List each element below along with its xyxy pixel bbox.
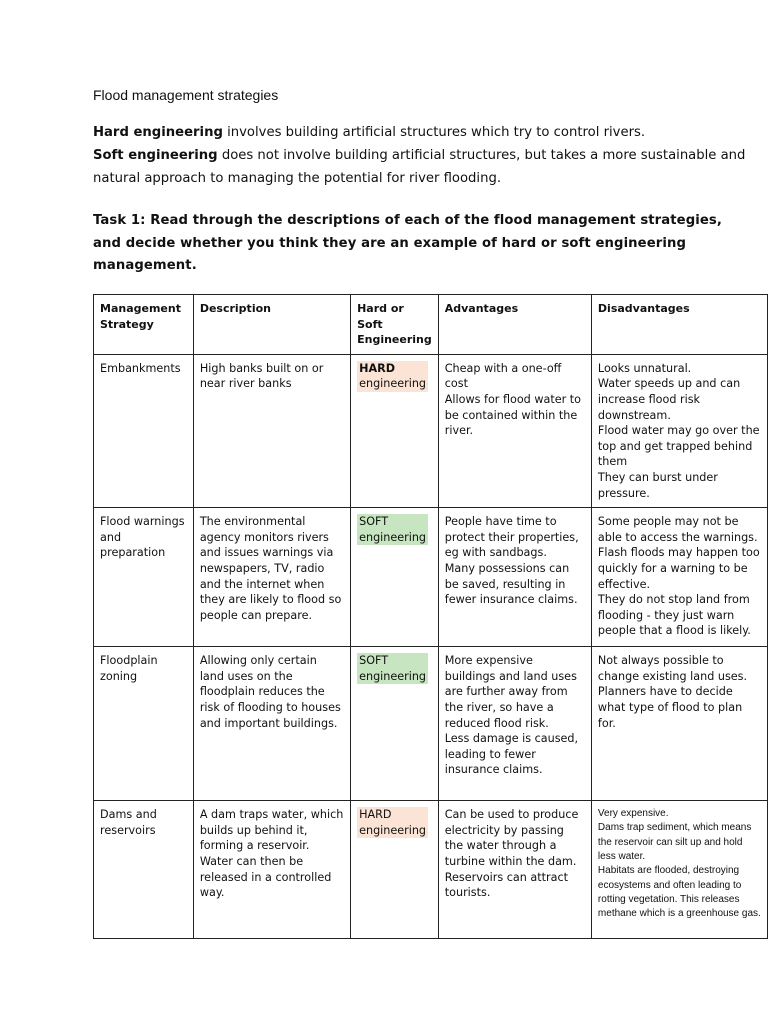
- header-disadvantages: Disadvantages: [591, 295, 767, 355]
- type-cell: [351, 354, 439, 507]
- advantage-item: Reservoirs can attract tourists.: [444, 870, 569, 900]
- disadvantage-item: Very expensive.: [597, 808, 669, 820]
- disadvantage-item: Looks unnatural.: [597, 361, 692, 375]
- description-cell: A dam traps water, which builds up behind it, forming a reservoir. Water can then be released in a controlled way.: [193, 801, 350, 939]
- engineering-type-tag: [357, 361, 428, 392]
- description-cell: Allowing only certain land uses on the floodplain reduces the risk of flooding to houses and important buildings.: [193, 647, 350, 801]
- disadvantage-item: Water speeds up and can increase flood risk downstream.: [597, 377, 741, 422]
- intro-paragraph: [93, 121, 753, 190]
- engineering-type-tag: [357, 653, 428, 684]
- header-advantages: Advantages: [438, 295, 591, 355]
- type-suffix: engineering: [359, 823, 427, 837]
- advantages-cell: [438, 354, 591, 507]
- disadvantages-cell: [591, 354, 767, 507]
- flood-strategies-table: [93, 294, 768, 939]
- disadvantage-item: Flood water may go over the top and get trapped behind them: [597, 424, 760, 469]
- strategy-cell: Embankments: [94, 354, 194, 507]
- type-label: SOFT: [359, 515, 389, 529]
- soft-engineering-definition: does not involve building artificial structures, but takes a more sustainable and natural approach to managing the potential for river flooding.: [93, 148, 746, 186]
- strategy-cell: Floodplain zoning: [94, 647, 194, 801]
- soft-engineering-term: Soft engineering: [93, 148, 218, 163]
- strategy-cell: Flood warnings and preparation: [94, 508, 194, 647]
- disadvantage-item: Habitats are flooded, destroying ecosystems and often leading to rotting vegetation. This releases methane which is a greenhouse gas.: [597, 865, 761, 920]
- header-description: Description: [193, 295, 350, 355]
- disadvantage-item: They do not stop land from flooding - they just warn people that a flood is likely.: [597, 593, 751, 638]
- advantage-item: Many possessions can be saved, resulting in fewer insurance claims.: [444, 561, 578, 607]
- advantages-cell: [438, 508, 591, 647]
- disadvantage-item: Dams trap sediment, which means the reservoir can silt up and hold less water.: [597, 822, 752, 863]
- hard-engineering-term: Hard engineering: [93, 125, 223, 140]
- type-label: HARD: [359, 808, 392, 822]
- task-instructions: Task 1: Read through the descriptions of each of the flood management strategies, and decide whether you think they are an example of hard or soft engineering management.: [93, 213, 722, 273]
- header-type: Hard or Soft Engineering: [351, 295, 439, 355]
- table-row: [94, 647, 768, 801]
- disadvantage-item: Not always possible to change existing land uses. Planners have to decide what type of flood to plan for.: [597, 654, 748, 730]
- disadvantage-item: They can burst under pressure.: [597, 470, 718, 500]
- disadvantage-item: Flash floods may happen too quickly for a warning to be effective.: [597, 546, 760, 591]
- advantage-item: People have time to protect their properties, eg with sandbags.: [444, 515, 579, 560]
- type-label: SOFT: [359, 654, 389, 668]
- advantage-item: Allows for flood water to be contained within the river.: [444, 392, 581, 438]
- type-suffix: engineering: [359, 377, 427, 391]
- type-suffix: engineering: [359, 530, 427, 544]
- table-row: [94, 508, 768, 647]
- type-cell: [351, 801, 439, 939]
- type-cell: [351, 647, 439, 801]
- type-cell: [351, 508, 439, 647]
- advantage-item: Cheap with a one-off cost: [444, 361, 562, 391]
- disadvantages-cell: [591, 801, 767, 939]
- strategy-cell: Dams and reservoirs: [94, 801, 194, 939]
- type-label: HARD: [359, 361, 396, 375]
- disadvantages-cell: [591, 508, 767, 647]
- engineering-type-tag: [357, 514, 428, 545]
- advantage-item: Less damage is caused, leading to fewer insurance claims.: [444, 732, 579, 777]
- advantage-item: More expensive buildings and land uses are further away from the river, so have a reduced flood risk.: [444, 654, 577, 730]
- table-row: [94, 801, 768, 939]
- disadvantages-cell: [591, 647, 767, 801]
- advantages-cell: [438, 647, 591, 801]
- hard-engineering-definition: involves building artificial structures which try to control rivers.: [222, 125, 646, 140]
- disadvantage-item: Some people may not be able to access the warnings.: [597, 515, 758, 544]
- engineering-type-tag: [357, 807, 428, 838]
- table-row: [94, 354, 768, 507]
- type-suffix: engineering: [359, 669, 427, 683]
- advantages-cell: [438, 801, 591, 939]
- page-title: Flood management strategies: [93, 87, 279, 103]
- header-strategy: Management Strategy: [94, 295, 194, 355]
- description-cell: The environmental agency monitors rivers and issues warnings via newspapers, TV, radio and the internet when they are likely to flood so people can prepare.: [193, 508, 350, 647]
- table-header-row: [94, 295, 768, 355]
- advantage-item: Can be used to produce electricity by passing the water through a turbine within the dam.: [444, 808, 579, 868]
- description-cell: High banks built on or near river banks: [193, 354, 350, 507]
